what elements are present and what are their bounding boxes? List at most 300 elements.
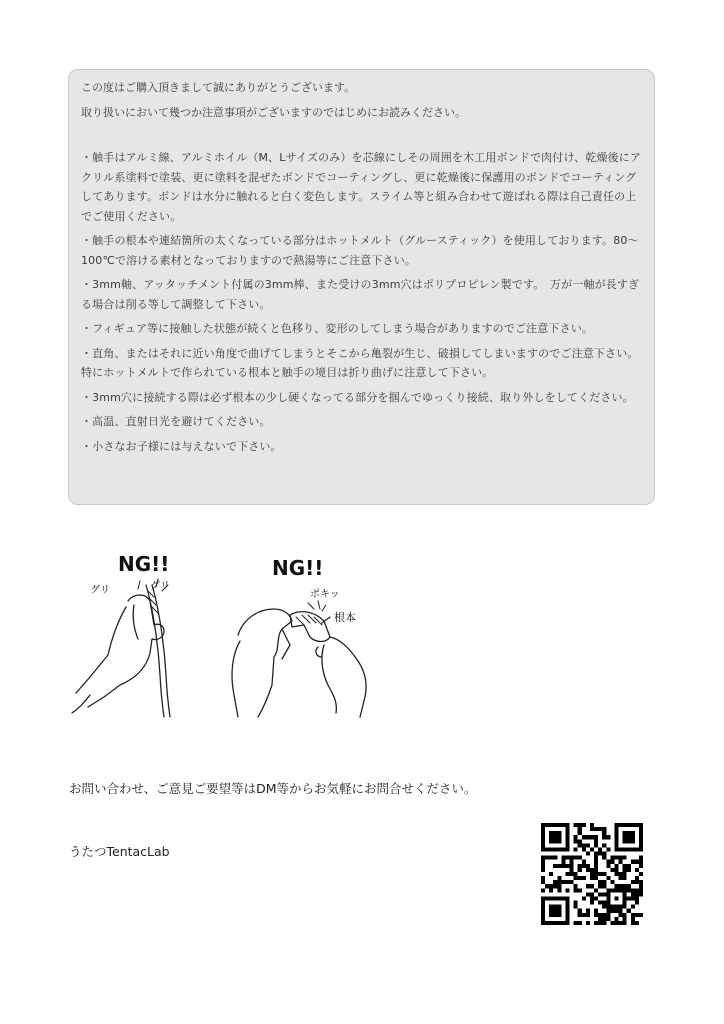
- qr-code-icon[interactable]: [541, 823, 643, 925]
- qr-module: [635, 888, 639, 892]
- qr-module: [631, 917, 635, 921]
- qr-module: [635, 921, 639, 925]
- qr-module: [586, 852, 590, 856]
- qr-module: [623, 847, 627, 851]
- notice-item-connecting: ・3mm穴に接続する際は必ず根本の少し硬くなってる部分を掴んでゆっくり接続、取り外しをしてください。: [81, 390, 634, 404]
- qr-module: [586, 884, 590, 888]
- qr-module: [541, 901, 545, 905]
- notice-item-polypropylene: ・3mm軸、アッタッチメント付属の3mm棒、また受けの3mm穴はポリプロピレン製です。 万が一軸が長すぎる場合は削る等して調整して下さい。: [81, 278, 640, 311]
- qr-module: [594, 896, 598, 900]
- qr-module: [610, 860, 614, 864]
- qr-module: [590, 876, 594, 880]
- qr-module: [553, 884, 557, 888]
- qr-module: [594, 864, 598, 868]
- intro-line-thanks: この度はご購入頂きまして誠にありがとうございます。: [81, 81, 356, 94]
- qr-module: [582, 823, 586, 827]
- qr-module: [602, 892, 606, 896]
- qr-module: [557, 921, 561, 925]
- qr-module: [602, 827, 606, 831]
- qr-module: [594, 921, 598, 925]
- right-thumb-tip: [316, 647, 322, 657]
- qr-module: [557, 913, 561, 917]
- qr-module: [549, 835, 553, 839]
- qr-module: [627, 839, 631, 843]
- qr-module: [549, 872, 553, 876]
- qr-module: [541, 868, 545, 872]
- qr-module: [614, 835, 618, 839]
- qr-module: [582, 843, 586, 847]
- qr-module: [614, 827, 618, 831]
- qr-module: [639, 839, 643, 843]
- qr-module: [582, 860, 586, 864]
- qr-module: [602, 872, 606, 876]
- qr-module: [635, 913, 639, 917]
- qr-module: [565, 864, 569, 868]
- qr-module: [614, 888, 618, 892]
- qr-module: [602, 921, 606, 925]
- qr-module: [541, 896, 545, 900]
- qr-module: [619, 921, 623, 925]
- qr-module: [619, 909, 623, 913]
- qr-module: [590, 835, 594, 839]
- qr-module: [578, 864, 582, 868]
- qr-module: [623, 896, 627, 900]
- qr-module: [586, 835, 590, 839]
- sfx-right-text: グリ: [150, 581, 170, 592]
- qr-module: [639, 888, 643, 892]
- qr-module: [557, 839, 561, 843]
- qr-module: [631, 860, 635, 864]
- qr-module: [610, 921, 614, 925]
- notice-item-children: ・小さなお子様には与えないで下さい。: [81, 439, 282, 453]
- left-hand-outline: [238, 609, 292, 717]
- qr-module: [553, 921, 557, 925]
- qr-module: [619, 905, 623, 909]
- qr-module: [541, 835, 545, 839]
- qr-module: [631, 847, 635, 851]
- qr-module: [623, 872, 627, 876]
- qr-module: [606, 847, 610, 851]
- qr-module: [639, 872, 643, 876]
- qr-module: [594, 843, 598, 847]
- qr-module: [639, 831, 643, 835]
- qr-module: [623, 876, 627, 880]
- ng-illustrations-svg: [68, 545, 388, 720]
- ng-break-illustration: [232, 556, 366, 717]
- right-hand-outline: [330, 637, 366, 717]
- qr-module: [549, 847, 553, 851]
- qr-module: [623, 917, 627, 921]
- qr-module: [553, 831, 557, 835]
- qr-module: [549, 896, 553, 900]
- qr-module: [541, 860, 545, 864]
- shop-name: うたつTentacLab: [69, 844, 170, 859]
- qr-module: [578, 921, 582, 925]
- ng-illustrations: [68, 545, 388, 720]
- qr-module: [594, 827, 598, 831]
- qr-module: [557, 847, 561, 851]
- qr-module: [602, 852, 606, 856]
- qr-module: [614, 856, 618, 860]
- qr-module: [606, 901, 610, 905]
- qr-module: [557, 876, 561, 880]
- qr-module: [635, 901, 639, 905]
- qr-module: [541, 856, 545, 860]
- qr-module: [594, 913, 598, 917]
- qr-module: [565, 917, 569, 921]
- qr-module: [623, 839, 627, 843]
- qr-module: [602, 856, 606, 860]
- qr-module: [561, 921, 565, 925]
- qr-module: [606, 860, 610, 864]
- qr-module: [549, 909, 553, 913]
- qr-module: [614, 909, 618, 913]
- qr-module: [594, 839, 598, 843]
- qr-module: [627, 909, 631, 913]
- qr-module: [541, 921, 545, 925]
- qr-module: [561, 880, 565, 884]
- qr-module: [541, 880, 545, 884]
- qr-module: [594, 909, 598, 913]
- tentacle-piece: [290, 612, 330, 642]
- qr-module: [614, 905, 618, 909]
- qr-module: [590, 901, 594, 905]
- qr-module: [606, 835, 610, 839]
- qr-module: [549, 921, 553, 925]
- qr-module: [541, 831, 545, 835]
- qr-module: [570, 864, 574, 868]
- qr-module: [545, 921, 549, 925]
- qr-module: [631, 888, 635, 892]
- qr-module: [578, 909, 582, 913]
- qr-module: [565, 843, 569, 847]
- qr-module: [606, 892, 610, 896]
- qr-module: [631, 839, 635, 843]
- qr-module: [594, 872, 598, 876]
- qr-module: [606, 896, 610, 900]
- tentacle-strand: [146, 585, 164, 717]
- qr-module: [598, 880, 602, 884]
- qr-module: [631, 892, 635, 896]
- qr-module: [574, 901, 578, 905]
- qr-module: [606, 876, 610, 880]
- qr-module: [639, 856, 643, 860]
- qr-module: [631, 831, 635, 835]
- qr-module: [565, 847, 569, 851]
- qr-module: [606, 864, 610, 868]
- qr-module: [574, 905, 578, 909]
- qr-module: [561, 896, 565, 900]
- notice-item-color-transfer: ・フィギュア等に接触した状態が続くと色移り、変形のしてしまう場合がありますのでご注意下さい。: [81, 322, 594, 335]
- qr-module: [598, 921, 602, 925]
- qr-module: [574, 921, 578, 925]
- qr-module: [553, 913, 557, 917]
- qr-module: [631, 921, 635, 925]
- qr-module: [553, 896, 557, 900]
- qr-module: [627, 888, 631, 892]
- qr-module: [574, 884, 578, 888]
- qr-module: [565, 913, 569, 917]
- qr-module: [619, 913, 623, 917]
- qr-module: [610, 868, 614, 872]
- qr-module: [619, 856, 623, 860]
- qr-module: [541, 847, 545, 851]
- qr-module: [594, 888, 598, 892]
- qr-module: [565, 835, 569, 839]
- qr-module: [594, 868, 598, 872]
- qr-module: [614, 896, 618, 900]
- qr-module: [590, 872, 594, 876]
- qr-module: [623, 864, 627, 868]
- intro-line-read-first: 取り扱いにおいて幾つか注意事項がございますのではじめにお読みください。: [81, 106, 466, 119]
- qr-module: [582, 896, 586, 900]
- qr-module: [541, 864, 545, 868]
- qr-module: [586, 864, 590, 868]
- wrist-outline: [76, 607, 126, 693]
- qr-module: [578, 913, 582, 917]
- qr-module: [582, 847, 586, 851]
- qr-module: [578, 827, 582, 831]
- qr-module: [610, 880, 614, 884]
- qr-module: [606, 913, 610, 917]
- qr-module: [549, 823, 553, 827]
- ng-twist-illustration: [72, 552, 170, 717]
- qr-module: [623, 905, 627, 909]
- qr-module: [598, 847, 602, 851]
- qr-module: [635, 868, 639, 872]
- qr-module: [635, 823, 639, 827]
- qr-module: [586, 868, 590, 872]
- qr-module: [553, 880, 557, 884]
- qr-module: [631, 905, 635, 909]
- notice-item-bending: ・直角、またはそれに近い角度で曲げてしまうとそこから亀裂が生じ、破損してしまいますのでご注意下さい。特にホットメルトで作られている根本と触手の境目は折り曲げに注意して下さい。: [81, 346, 639, 379]
- qr-module: [578, 856, 582, 860]
- qr-module: [598, 827, 602, 831]
- qr-module: [541, 843, 545, 847]
- qr-module: [639, 892, 643, 896]
- qr-module: [614, 831, 618, 835]
- qr-module: [570, 860, 574, 864]
- qr-module: [602, 835, 606, 839]
- left-wrist-outline: [232, 641, 240, 717]
- qr-module: [639, 913, 643, 917]
- qr-module: [582, 864, 586, 868]
- qr-module: [614, 843, 618, 847]
- qr-module: [545, 896, 549, 900]
- notice-item-materials: ・触手はアルミ線、アルミホイル（M、Lサイズのみ）を芯線にしその周囲を木工用ボンドで肉付け、乾燥後にアクリル系塗料で塗装、更に塗料を混ぜたボンドでコーティングし、更に乾燥後に保護用のボンドでコーティングしてあります。ボンドは水分に触れると白く変色します。スライム等と組み合わせて遊ばれる際は自己責任の上でご使用ください。: [81, 151, 642, 223]
- qr-module: [549, 913, 553, 917]
- qr-module: [639, 823, 643, 827]
- qr-module: [565, 839, 569, 843]
- qr-module: [590, 892, 594, 896]
- qr-module: [623, 901, 627, 905]
- left-thumb: [282, 629, 290, 659]
- qr-module: [565, 872, 569, 876]
- qr-module: [570, 872, 574, 876]
- qr-module: [594, 835, 598, 839]
- contact-message: お問い合わせ、ご意見ご要望等はDM等からお気軽にお問合せください。: [69, 781, 477, 796]
- qr-code-graphic: [541, 823, 643, 925]
- qr-module: [631, 913, 635, 917]
- qr-module: [590, 847, 594, 851]
- qr-module: [557, 831, 561, 835]
- qr-module: [614, 823, 618, 827]
- qr-module: [590, 868, 594, 872]
- qr-module: [578, 868, 582, 872]
- qr-module: [565, 909, 569, 913]
- qr-module: [578, 876, 582, 880]
- qr-module: [639, 880, 643, 884]
- qr-module: [582, 876, 586, 880]
- qr-module: [627, 831, 631, 835]
- qr-module: [614, 847, 618, 851]
- qr-module: [578, 888, 582, 892]
- qr-module: [549, 888, 553, 892]
- qr-module: [623, 892, 627, 896]
- qr-module: [602, 843, 606, 847]
- base-label: 根本: [334, 611, 356, 624]
- qr-module: [610, 856, 614, 860]
- qr-module: [565, 905, 569, 909]
- qr-module: [635, 847, 639, 851]
- qr-module: [627, 868, 631, 872]
- notice-box: [68, 69, 655, 505]
- qr-module: [602, 917, 606, 921]
- qr-module: [619, 884, 623, 888]
- qr-module: [635, 896, 639, 900]
- qr-module: [602, 884, 606, 888]
- qr-module: [541, 917, 545, 921]
- right-fingers: [322, 645, 336, 713]
- qr-module: [557, 888, 561, 892]
- qr-module: [623, 884, 627, 888]
- qr-module: [557, 909, 561, 913]
- snap-motion-lines: [308, 601, 326, 611]
- qr-module: [606, 905, 610, 909]
- qr-module: [590, 823, 594, 827]
- qr-module: [541, 876, 545, 880]
- qr-module: [590, 896, 594, 900]
- ng-heading-right: NG!!: [272, 556, 324, 580]
- qr-module: [619, 847, 623, 851]
- qr-module: [635, 860, 639, 864]
- qr-module: [606, 888, 610, 892]
- qr-module: [602, 901, 606, 905]
- qr-module: [553, 856, 557, 860]
- qr-module: [578, 839, 582, 843]
- qr-module: [565, 831, 569, 835]
- qr-module: [639, 827, 643, 831]
- qr-module: [574, 823, 578, 827]
- qr-module: [598, 884, 602, 888]
- qr-module: [602, 913, 606, 917]
- qr-module: [627, 835, 631, 839]
- qr-module: [541, 823, 545, 827]
- qr-module: [565, 888, 569, 892]
- qr-module: [565, 827, 569, 831]
- qr-module: [582, 835, 586, 839]
- qr-module: [639, 835, 643, 839]
- qr-module: [549, 831, 553, 835]
- notice-item-heat: ・高温、直射日光を避けてください。: [81, 415, 271, 428]
- qr-module: [545, 856, 549, 860]
- qr-module: [561, 860, 565, 864]
- qr-module: [574, 856, 578, 860]
- qr-module: [541, 909, 545, 913]
- ng-heading-left: NG!!: [118, 552, 170, 576]
- qr-module: [639, 884, 643, 888]
- qr-module: [598, 901, 602, 905]
- qr-module: [541, 839, 545, 843]
- qr-module: [565, 901, 569, 905]
- qr-module: [639, 860, 643, 864]
- qr-module: [614, 839, 618, 843]
- qr-module: [623, 868, 627, 872]
- qr-module: [553, 905, 557, 909]
- qr-module: [565, 921, 569, 925]
- qr-module: [623, 823, 627, 827]
- qr-module: [627, 823, 631, 827]
- qr-module: [557, 823, 561, 827]
- qr-module: [635, 876, 639, 880]
- qr-module: [549, 905, 553, 909]
- qr-module: [549, 884, 553, 888]
- qr-module: [631, 823, 635, 827]
- qr-module: [623, 888, 627, 892]
- qr-module: [557, 884, 561, 888]
- qr-module: [594, 852, 598, 856]
- qr-module: [541, 888, 545, 892]
- qr-module: [586, 909, 590, 913]
- qr-module: [541, 905, 545, 909]
- qr-module: [561, 864, 565, 868]
- qr-module: [598, 892, 602, 896]
- qr-module: [635, 892, 639, 896]
- qr-module: [594, 860, 598, 864]
- qr-module: [586, 892, 590, 896]
- qr-module: [614, 872, 618, 876]
- qr-module: [549, 839, 553, 843]
- qr-module: [598, 872, 602, 876]
- qr-module: [623, 921, 627, 925]
- qr-module: [598, 917, 602, 921]
- qr-module: [590, 827, 594, 831]
- qr-module: [541, 827, 545, 831]
- qr-module: [565, 896, 569, 900]
- qr-module: [623, 856, 627, 860]
- qr-module: [631, 896, 635, 900]
- qr-module: [627, 864, 631, 868]
- qr-module: [586, 843, 590, 847]
- qr-module: [602, 880, 606, 884]
- qr-module: [557, 905, 561, 909]
- qr-module: [545, 847, 549, 851]
- qr-module: [639, 864, 643, 868]
- qr-module: [610, 905, 614, 909]
- qr-module: [565, 856, 569, 860]
- sleeve-line: [72, 695, 90, 713]
- qr-module: [574, 847, 578, 851]
- qr-module: [561, 847, 565, 851]
- qr-module: [574, 876, 578, 880]
- qr-module: [561, 823, 565, 827]
- qr-module: [614, 921, 618, 925]
- qr-module: [598, 913, 602, 917]
- qr-module: [565, 823, 569, 827]
- qr-module: [602, 905, 606, 909]
- qr-module: [610, 888, 614, 892]
- qr-module: [574, 839, 578, 843]
